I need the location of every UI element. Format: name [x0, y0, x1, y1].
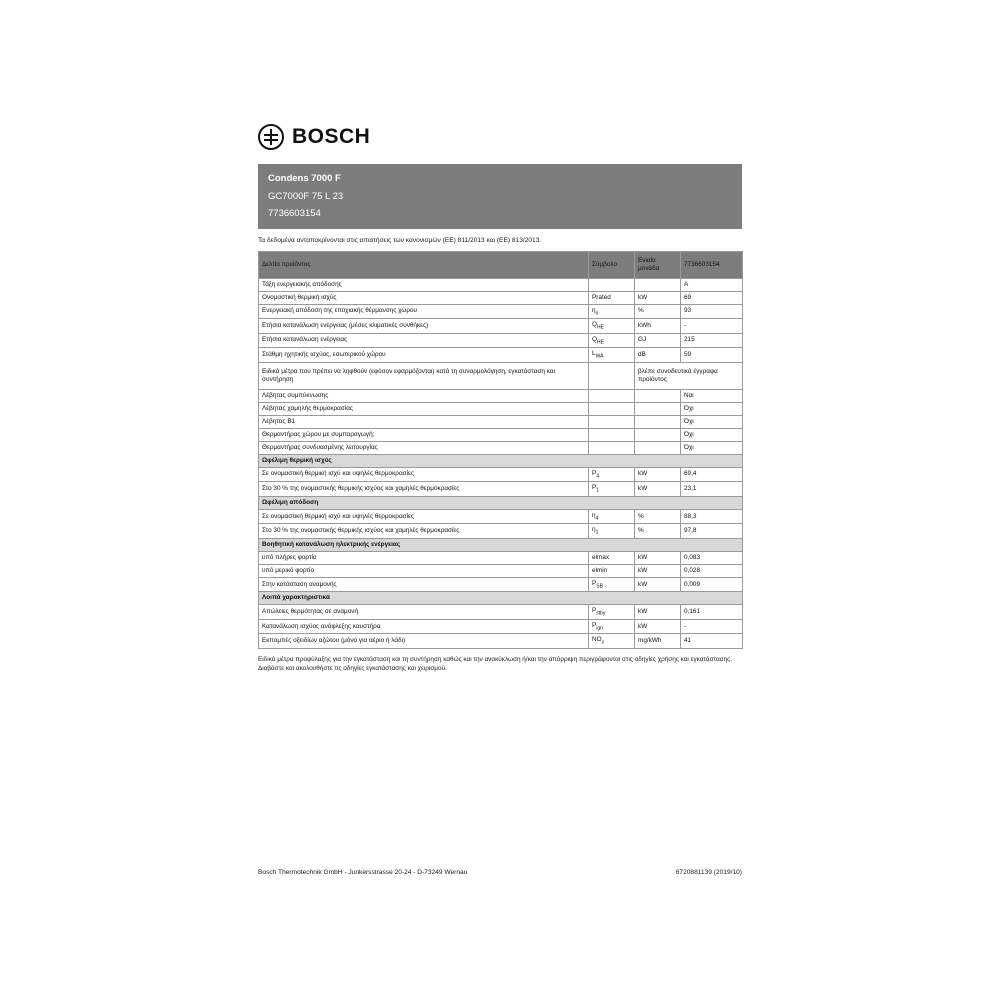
row-label: Θερμαντήρας συνδυασμένης λειτουργίας — [259, 441, 589, 454]
row-unit — [635, 278, 681, 291]
table-row — [259, 402, 743, 415]
row-unit — [635, 428, 681, 441]
row-value: - — [681, 619, 743, 634]
footer-doc-id: 6720881139 (2019/10) — [675, 869, 742, 876]
row-symbol: $Q_{HE}$ — [589, 319, 635, 334]
row-unit: kW — [635, 467, 681, 482]
row-value: 59 — [681, 348, 743, 363]
row-unit: kW — [635, 619, 681, 634]
row-label: Στο 30 % της ονομαστικής θερμικής ισχύος και χαμηλές θερμοκρασίες — [259, 482, 589, 497]
table-header-row — [259, 251, 743, 278]
row-value: 93 — [681, 304, 743, 319]
row-value: - — [681, 319, 743, 334]
row-symbol — [589, 278, 635, 291]
row-label: Σε ονομαστική θερμική ισχύ και υψηλές θερμοκρασίες — [259, 509, 589, 524]
table-row — [259, 319, 743, 334]
row-unit — [635, 389, 681, 402]
table-section-row — [259, 496, 743, 509]
row-unit: mg/kWh — [635, 634, 681, 649]
row-symbol: $P_{stby}$ — [589, 605, 635, 620]
row-symbol: elmax — [589, 551, 635, 564]
product-fiche-table — [258, 251, 743, 649]
row-unit: kW — [635, 291, 681, 304]
brand-logo — [258, 120, 742, 154]
row-unit — [635, 415, 681, 428]
row-value: 69 — [681, 291, 743, 304]
row-value: 41 — [681, 634, 743, 649]
table-row — [259, 509, 743, 524]
row-symbol: $P_1$ — [589, 482, 635, 497]
table-row — [259, 291, 743, 304]
row-symbol — [589, 402, 635, 415]
row-unit: kW — [635, 605, 681, 620]
row-value: A — [681, 278, 743, 291]
table-body — [259, 278, 743, 648]
row-symbol — [589, 389, 635, 402]
row-symbol: $P_{SB}$ — [589, 577, 635, 592]
row-unit: dB — [635, 348, 681, 363]
row-label: Εκπομπές οξειδίων αζώτου (μόνο για αέριο ή λάδι) — [259, 634, 589, 649]
table-row — [259, 619, 743, 634]
row-unit: kWh — [635, 319, 681, 334]
section-label: Λοιπά χαρακτηριστικά — [259, 592, 743, 605]
table-row — [259, 428, 743, 441]
row-symbol: $L_{WA}$ — [589, 348, 635, 363]
row-symbol: $\eta_4$ — [589, 509, 635, 524]
row-label: Θερμαντήρας χώρου με συμπαραγωγή; — [259, 428, 589, 441]
row-value: 0,009 — [681, 577, 743, 592]
row-label: Λέβητας Β1 — [259, 415, 589, 428]
row-value: 88,3 — [681, 509, 743, 524]
col-header-unit: Ενιαία μονάδα — [635, 251, 681, 278]
table-row — [259, 577, 743, 592]
row-label: Ονομαστική θερμική ισχύς — [259, 291, 589, 304]
row-label: Στάθμη ηχητικής ισχύος, εσωτερικού χώρου — [259, 348, 589, 363]
row-symbol — [589, 415, 635, 428]
table-row — [259, 333, 743, 348]
row-unit — [635, 441, 681, 454]
row-label: Ενεργειακή απόδοση της εποχιακής θέρμανσης χώρου — [259, 304, 589, 319]
brand-name: BOSCH — [292, 125, 371, 148]
table-row — [259, 634, 743, 649]
row-symbol — [589, 441, 635, 454]
row-value: 215 — [681, 333, 743, 348]
row-label: υπό πλήρες φορτίο — [259, 551, 589, 564]
row-label: Στο 30 % της ονομαστικής θερμικής ισχύος και χαμηλές θερμοκρασίες — [259, 524, 589, 539]
table-row — [259, 389, 743, 402]
table-row — [259, 278, 743, 291]
section-label: Ωφέλιμη απόδοση — [259, 496, 743, 509]
footnote-text: Ειδικά μέτρα προφύλαξης για την εγκατάσταση και τη συντήρηση καθώς και την ανακύκλωση ή/και την απόρριψη περιγράφονται στις οδηγίες χρήσης και εγκατάστασης. Διαβάστε και ακολουθήστε τις οδηγίες εγκατάστασης και χειρισμού. — [258, 655, 733, 672]
row-value: Όχι — [681, 415, 743, 428]
row-label: Τάξη ενεργειακής απόδοσης — [259, 278, 589, 291]
row-unit: kW — [635, 577, 681, 592]
row-label: Λέβητας συμπύκνωσης — [259, 389, 589, 402]
row-label: Στην κατάσταση αναμονής — [259, 577, 589, 592]
table-row — [259, 551, 743, 564]
table-section-row — [259, 538, 743, 551]
row-unit — [635, 402, 681, 415]
row-symbol: $\eta_s$ — [589, 304, 635, 319]
table-section-row — [259, 592, 743, 605]
row-value: βλέπε συνοδευτικά έγγραφα προϊόντος — [635, 362, 743, 389]
row-symbol — [589, 362, 635, 389]
row-value: 0,028 — [681, 564, 743, 577]
page-footer — [258, 869, 742, 876]
row-label: Σε ονομαστική θερμική ισχύ και υψηλές θερμοκρασίες — [259, 467, 589, 482]
row-value: Όχι — [681, 428, 743, 441]
table-row — [259, 348, 743, 363]
product-code: 7736603154 — [268, 208, 321, 219]
table-section-row — [259, 454, 743, 467]
product-title: Condens 7000 F — [268, 173, 341, 184]
row-unit: GJ — [635, 333, 681, 348]
col-header-label: Δελτίο προϊόντος — [259, 251, 589, 278]
table-row — [259, 362, 743, 389]
row-value: Όχι — [681, 402, 743, 415]
product-model: GC7000F 75 L 23 — [268, 191, 344, 202]
row-symbol: Prated — [589, 291, 635, 304]
row-value: Ναι — [681, 389, 743, 402]
row-unit: % — [635, 509, 681, 524]
row-unit: kW — [635, 482, 681, 497]
row-value: 0,083 — [681, 551, 743, 564]
row-symbol — [589, 428, 635, 441]
row-label: Κατανάλωση ισχύος ανάφλεξης καυστήρα — [259, 619, 589, 634]
table-row — [259, 415, 743, 428]
row-value: 97,8 — [681, 524, 743, 539]
row-label: Ετήσια κατανάλωση ενέργειας — [259, 333, 589, 348]
footer-company: Bosch Thermotechnik GmbH - Junkersstrasse 20-24 - D-73249 Wernau — [258, 869, 468, 876]
col-header-value: 7736603154 — [681, 251, 743, 278]
row-unit: kW — [635, 551, 681, 564]
row-symbol: $Q_{HE}$ — [589, 333, 635, 348]
table-row — [259, 441, 743, 454]
table-row — [259, 564, 743, 577]
row-label: Απώλειες θερμότητας σε αναμονή — [259, 605, 589, 620]
table-row — [259, 467, 743, 482]
row-symbol: $\eta_1$ — [589, 524, 635, 539]
col-header-symbol: Σύμβολο — [589, 251, 635, 278]
row-symbol: elmin — [589, 564, 635, 577]
row-value: 69,4 — [681, 467, 743, 482]
row-value: Όχι — [681, 441, 743, 454]
row-unit: % — [635, 524, 681, 539]
row-label: Ετήσια κατανάλωση ενέργειας (μέσες κλιματικές συνθήκες) — [259, 319, 589, 334]
row-symbol: $P_{ign}$ — [589, 619, 635, 634]
row-symbol: $P_4$ — [589, 467, 635, 482]
table-row — [259, 304, 743, 319]
row-unit: % — [635, 304, 681, 319]
product-header — [258, 164, 742, 229]
product-fiche-sheet — [258, 120, 742, 673]
regulation-note: Τα δεδομένα ανταποκρίνονται στις απαιτήσεις των κανονισμών (ΕΕ) 811/2013 και (ΕΕ) 813/2013. — [258, 237, 542, 244]
row-value: 0,161 — [681, 605, 743, 620]
bosch-logo-icon — [258, 124, 284, 150]
row-label: Ειδικά μέτρα που πρέπει να ληφθούν (εφόσον εφαρμόζονται) κατά τη συναρμολόγηση, εγκατάσταση και συντήρηση — [259, 362, 589, 389]
row-label: Λέβητας χαμηλής θερμοκρασίας — [259, 402, 589, 415]
row-value: 23,1 — [681, 482, 743, 497]
row-symbol: $NO_x$ — [589, 634, 635, 649]
table-row — [259, 524, 743, 539]
section-label: Ωφέλιμη θερμική ισχύς — [259, 454, 743, 467]
table-row — [259, 605, 743, 620]
row-label: υπό μερικό φορτίο — [259, 564, 589, 577]
section-label: Βοηθητική κατανάλωση ηλεκτρικής ενέργειας — [259, 538, 743, 551]
table-row — [259, 482, 743, 497]
row-unit: kW — [635, 564, 681, 577]
